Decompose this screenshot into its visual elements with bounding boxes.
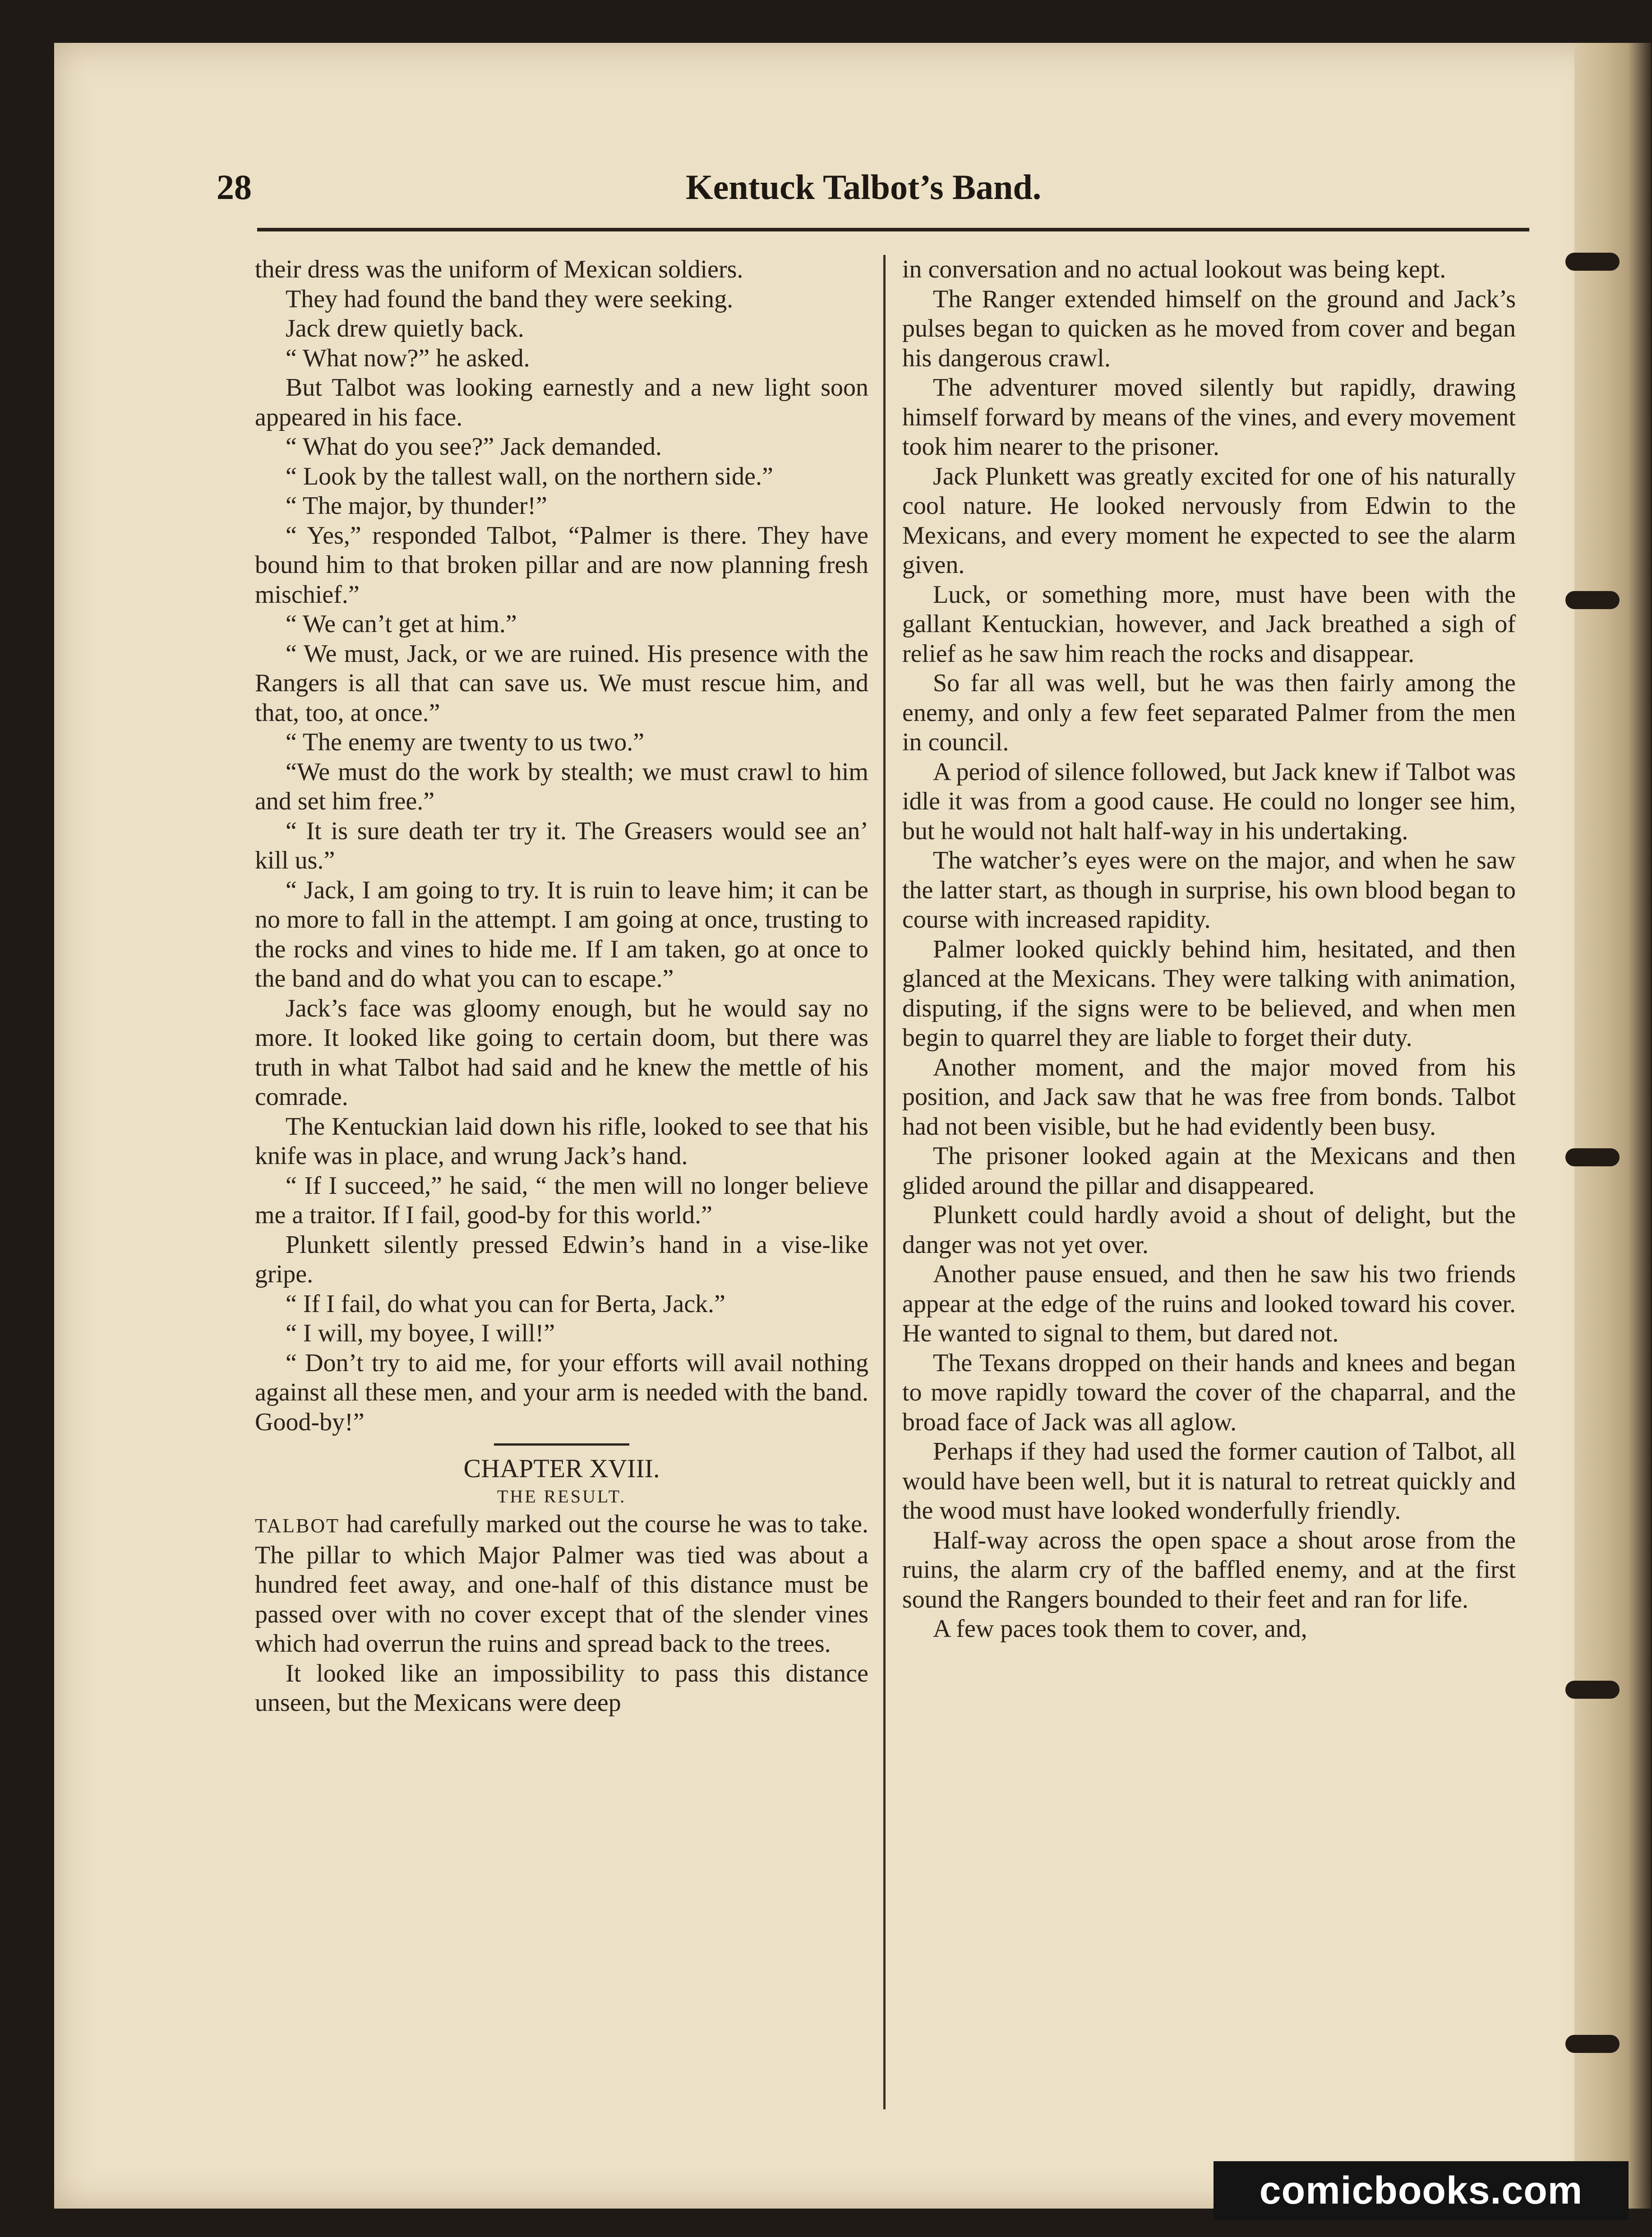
page-edge-binding (1574, 43, 1651, 2209)
binding-stitch (1565, 253, 1620, 271)
paragraph: The Texans dropped on their hands and knees and began to move rapidly toward the cover of the chaparral, and the broad face of Jack was all aglow. (902, 1349, 1516, 1436)
paragraph: They had found the band they were seeking. (286, 285, 734, 313)
paragraph: their dress was the uniform of Mexican soldiers. (255, 255, 743, 283)
running-head (217, 167, 1570, 217)
paragraph: Plunkett silently pressed Edwin’s hand in a vise-like gripe. (255, 1230, 868, 1288)
paragraph: Perhaps if they had used the former caution of Talbot, all would have been well, but it is natural to retreat quickly and the wood must have looked wonderfully friendly. (902, 1437, 1516, 1525)
paragraph: in conversation and no actual lookout was being kept. (902, 255, 1446, 283)
binding-stitch (1565, 2035, 1620, 2053)
paragraph: Another moment, and the major moved from his position, and Jack saw that he was free from bonds. Talbot had not been visible, but he had evidently been busy. (902, 1053, 1516, 1141)
page-number: 28 (217, 167, 252, 207)
watermark: comicbooks.com (1214, 2161, 1629, 2220)
paragraph: But Talbot was looking earnestly and a new light soon appeared in his face. (255, 374, 868, 431)
paragraph: “ If I succeed,” he said, “ the men will no longer believe me a traitor. If I fail, good-by for this world.” (255, 1171, 868, 1229)
paragraph: Luck, or something more, must have been with the gallant Kentuckian, however, and Jack breathed a sigh of relief as he saw him reach the rocks and disappear. (902, 580, 1516, 668)
paragraph: “ I will, my boyee, I will!” (286, 1319, 555, 1347)
paragraph: The Ranger extended himself on the ground and Jack’s pulses began to quicken as he moved from cover and began his dangerous crawl. (902, 285, 1516, 372)
paragraph: “ What do you see?” Jack demanded. (286, 433, 662, 461)
chapter-subtitle: THE RESULT. (497, 1486, 627, 1507)
left-column (255, 255, 868, 1718)
header-rule (257, 228, 1529, 231)
paragraph: Jack Plunkett was greatly excited for one of his naturally cool nature. He looked nervously from Edwin to the Mexicans, and every moment he expected to see the alarm given. (902, 462, 1516, 579)
chapter-title: CHAPTER XVIII. (463, 1454, 660, 1483)
column-divider (883, 255, 886, 2109)
paragraph: So far all was well, but he was then fairly among the enemy, and only a few feet separated Palmer from the men in council. (902, 669, 1516, 756)
paragraph: “ Look by the tallest wall, on the northern side.” (286, 462, 773, 490)
paragraph: Another pause ensued, and then he saw his two friends appear at the edge of the ruins and looked toward his cover. He wanted to signal to them, but dared not. (902, 1260, 1516, 1347)
chapter-rule (494, 1443, 629, 1446)
paragraph: Palmer looked quickly behind him, hesitated, and then glanced at the Mexicans. They were talking with animation, disputing, if the signs were to be believed, and when men begin to quarrel they are liable to forget their duty. (902, 935, 1516, 1052)
paragraph: Plunkett could hardly avoid a shout of delight, but the danger was not yet over. (902, 1201, 1516, 1259)
running-title: Kentuck Talbot’s Band. (686, 167, 1042, 207)
binding-stitch (1565, 1148, 1620, 1166)
chapter-opening-paragraph (255, 1510, 868, 1659)
paragraph: “ We must, Jack, or we are ruined. His presence with the Rangers is all that can save us. We must rescue him, and that, too, at once.” (255, 639, 868, 727)
paragraph: Half-way across the open space a shout arose from the ruins, the alarm cry of the baffled enemy, and at the first sound the Rangers bounded to their feet and ran for life. (902, 1526, 1516, 1613)
paragraph: Jack’s face was gloomy enough, but he would say no more. It looked like going to certain doom, but there was truth in what Talbot had said and he knew the mettle of his comrade. (255, 994, 868, 1111)
paragraph: “ The major, by thunder!” (286, 492, 547, 520)
paragraph: “ Don’t try to aid me, for your efforts will avail nothing against all these men, and your arm is needed with the band. Good-by!” (255, 1349, 868, 1436)
chapter-lead-text: had carefully marked out the course he was to take. The pillar to which Major Palmer was tied was about a hundred feet away, and one-half of this distance must be passed over with no cover except that of the slender vines which had overrun the ruins and spread back to the trees. (255, 1510, 868, 1658)
paragraph: The watcher’s eyes were on the major, and when he saw the latter start, as though in surprise, his own blood began to course with increased rapidity. (902, 846, 1516, 934)
paragraph: The Kentuckian laid down his rifle, looked to see that his knife was in place, and wrung Jack’s hand. (255, 1112, 868, 1170)
paragraph: “ It is sure death ter try it. The Greasers would see an’ kill us.” (255, 817, 868, 874)
paragraph: Jack drew quietly back. (286, 314, 524, 342)
paragraph: It looked like an impossibility to pass this distance unseen, but the Mexicans were deep (255, 1659, 868, 1717)
binding-stitch (1565, 1681, 1620, 1699)
right-column (902, 255, 1516, 1644)
paragraph: A period of silence followed, but Jack knew if Talbot was idle it was from a good cause. He could no longer see him, but he would not halt half-way in his undertaking. (902, 758, 1516, 845)
paragraph: A few paces took them to cover, and, (933, 1615, 1307, 1643)
paragraph: “ If I fail, do what you can for Berta, Jack.” (286, 1290, 725, 1318)
paragraph: “ The enemy are twenty to us two.” (286, 728, 645, 756)
paragraph: “ We can’t get at him.” (286, 610, 517, 638)
binding-stitch (1565, 591, 1620, 609)
paragraph: “ Yes,” responded Talbot, “Palmer is there. They have bound him to that broken pillar and are now planning fresh mischief.” (255, 521, 868, 609)
paragraph: “We must do the work by stealth; we must crawl to him and set him free.” (255, 758, 868, 815)
paragraph: “ Jack, I am going to try. It is ruin to leave him; it can be no more to fall in the attempt. I am going at once, trusting to the rocks and vines to hide me. If I am taken, go at once to the band and do what you can to escape.” (255, 876, 868, 993)
chapter-lead-word: TALBOT (255, 1515, 340, 1537)
paragraph: The adventurer moved silently but rapidly, drawing himself forward by means of the vines, and every movement took him nearer to the prisoner. (902, 374, 1516, 461)
paragraph: The prisoner looked again at the Mexicans and then glided around the pillar and disappeared. (902, 1142, 1516, 1200)
paragraph: “ What now?” he asked. (286, 344, 530, 372)
